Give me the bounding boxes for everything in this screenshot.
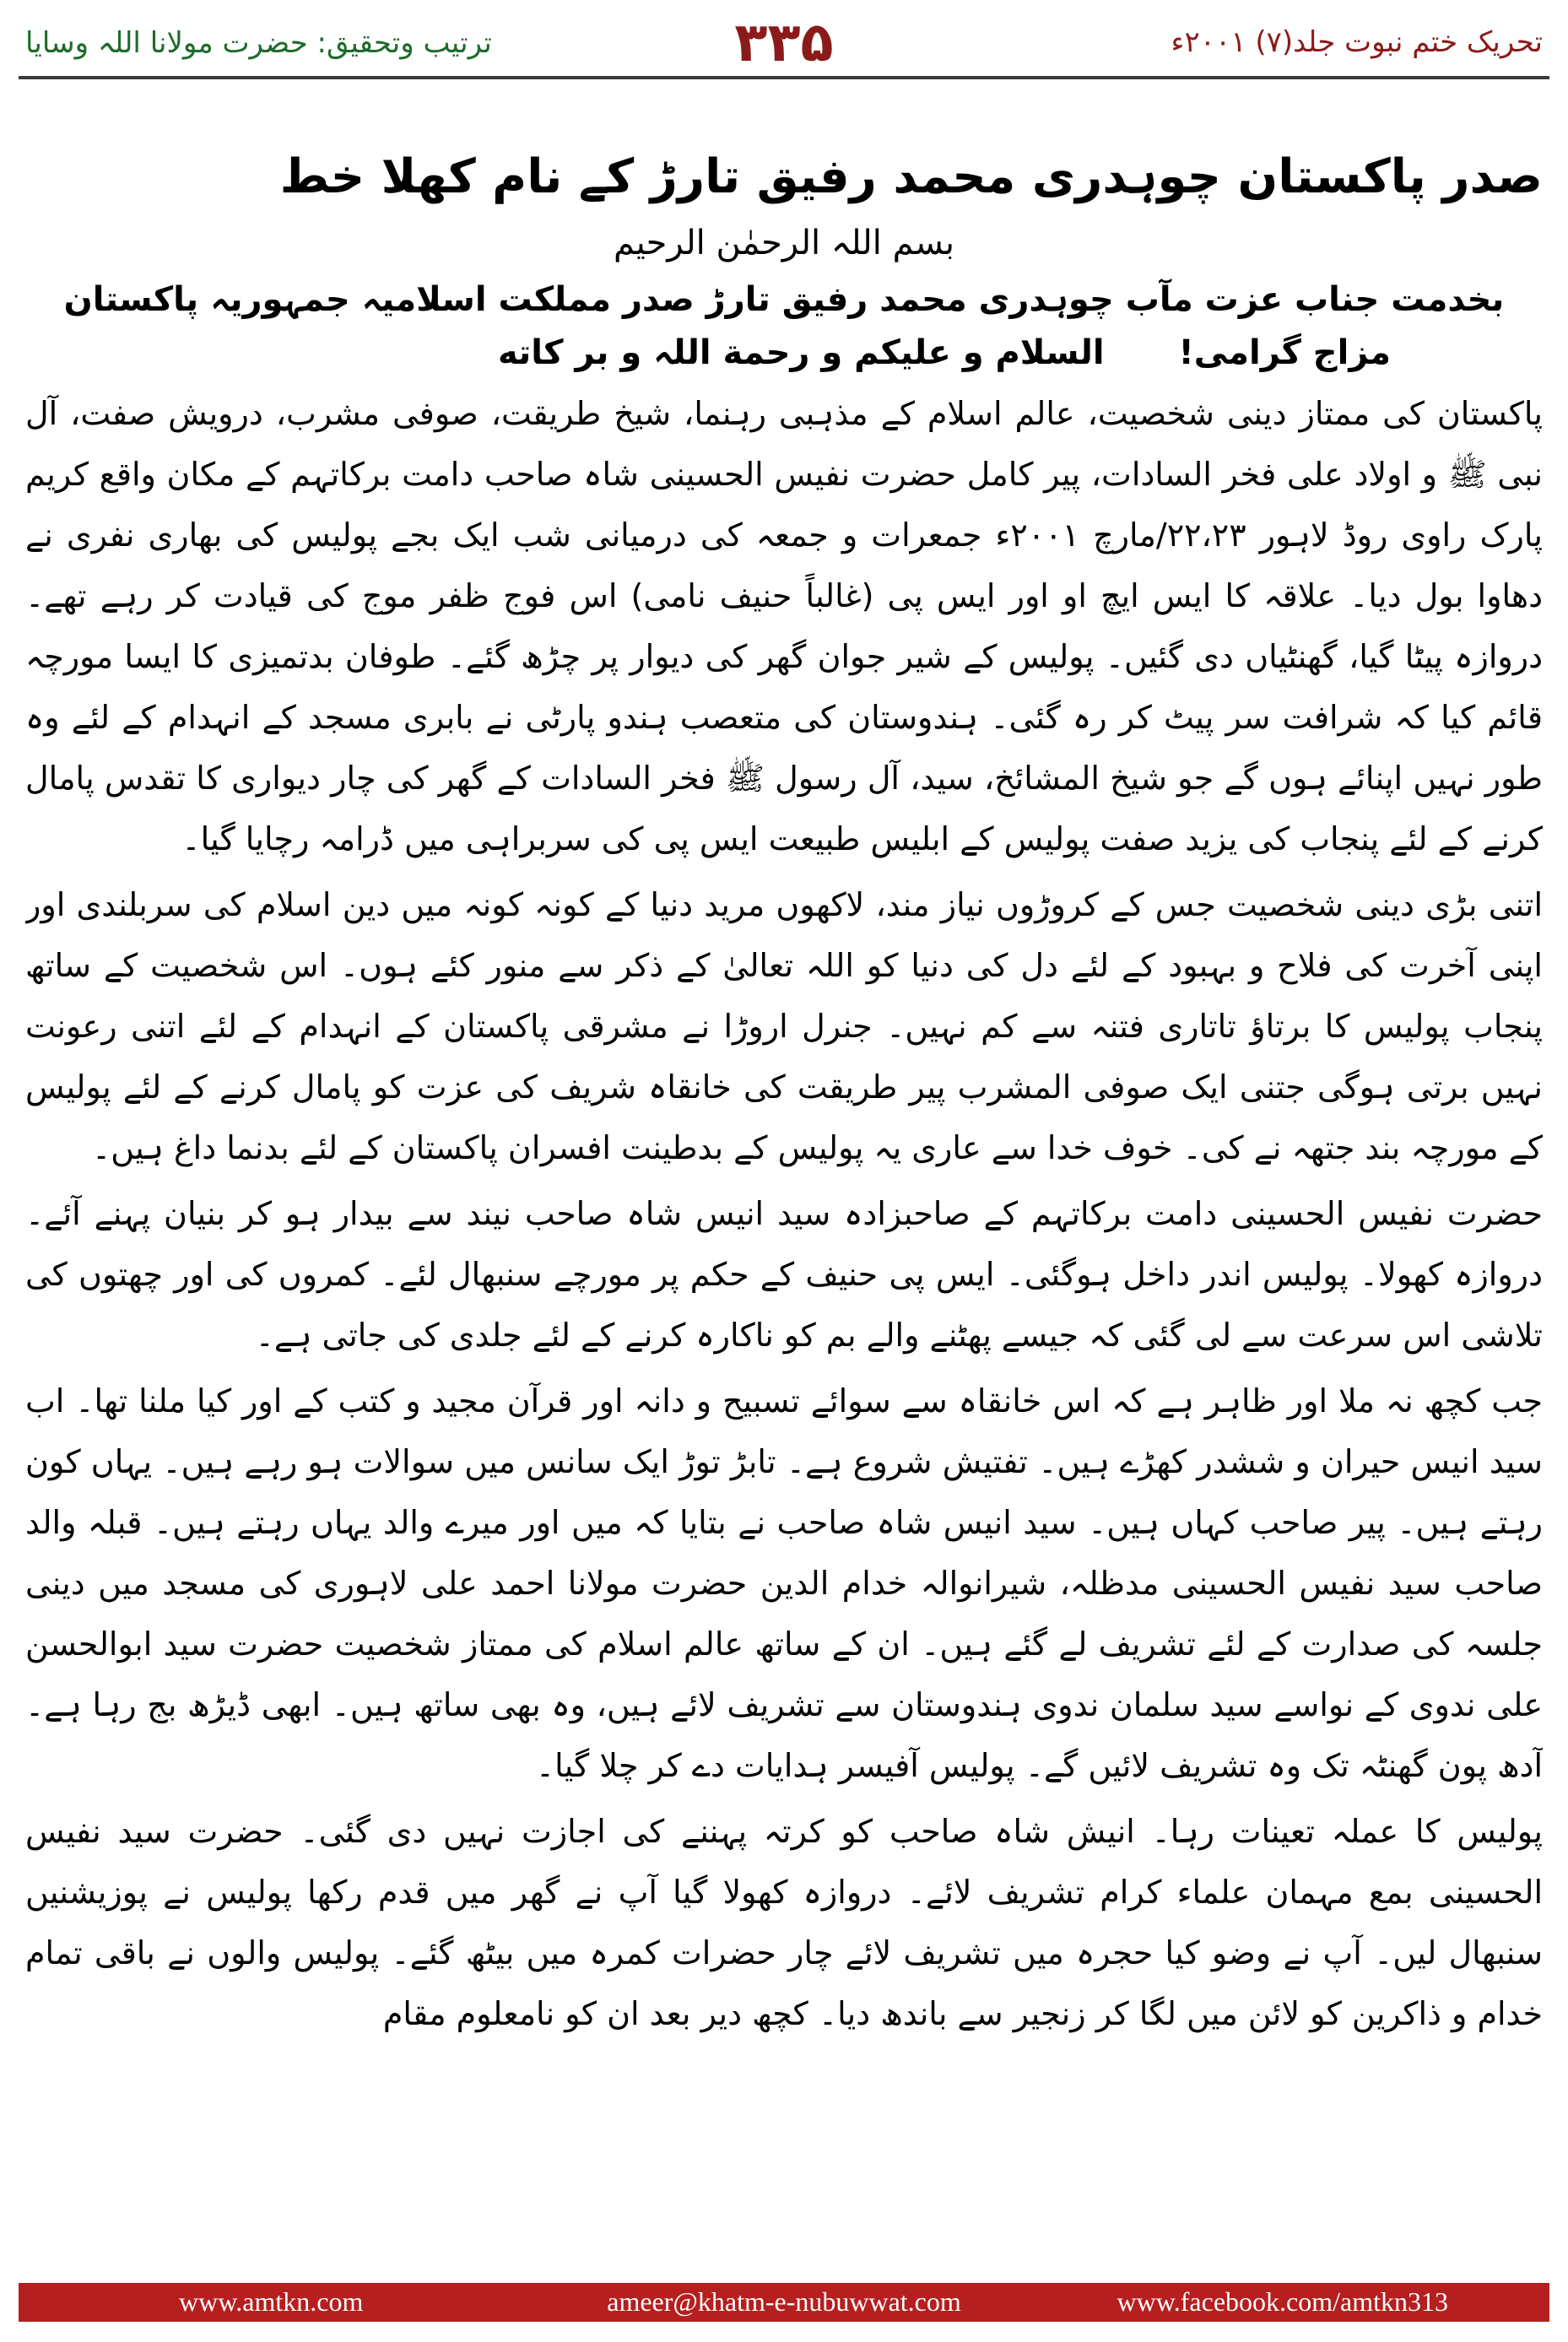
article-title: صدر پاکستان چوہدری محمد رفیق تارڑ کے نام کھلا خط — [279, 149, 1543, 204]
paragraph: جب کچھ نہ ملا اور ظاہر ہے کہ اس خانقاہ سے سوائے تسبیح و دانہ اور قرآن مجید و کتب کے اور کیا ملنا تھا۔ اب سید انیس حیران و ششدر کھڑے ہیں۔ تفتیش شروع ہے۔ تابڑ توڑ ایک سانس میں سوالات ہو رہے ہیں۔ یہاں کون رہتے ہیں۔ پیر صاحب کہاں ہیں۔ سید انیس شاہ صاحب نے بتایا کہ میں اور میرے والد یہاں رہتے ہیں۔ قبلہ والد صاحب سید نفیس الحسینی مدظلہ، شیرانوالہ خدام الدین حضرت مولانا احمد علی لاہوری کی مسجد میں دینی جلسہ کی صدارت کے لئے تشریف لے گئے ہیں۔ ان کے ساتھ عالم اسلام کی ممتاز شخصیت حضرت سید ابوالحسن علی ندوی کے نواسے سید سلمان ندوی ہندوستان سے تشریف لائے ہیں، وہ بھی ساتھ ہیں۔ ابھی ڈیڑھ بج رہا ہے۔ آدھ پون گھنٹہ تک وہ تشریف لائیں گے۔ پولیس آفیسر ہدایات دے کر چلا گیا۔ — [25, 1382, 1543, 1784]
paragraph: پاکستان کی ممتاز دینی شخصیت، عالم اسلام کے مذہبی رہنما، شیخ طریقت، صوفی مشرب، درویش صفت، آل نبی ﷺ و اولاد علی فخر السادات، پیر کامل حضرت نفیس الحسینی شاہ صاحب دامت برکاتہم کے مکان واقع کریم پارک راوی روڈ لاہور ۲۲،۲۳/مارچ ۲۰۰۱ء جمعرات و جمعہ کی درمیانی شب ایک بجے پولیس کی بھاری نفری نے دھاوا بول دیا۔ علاقہ کا ایس ایچ او اور ایس پی (غالباً حنیف نامی) اس فوج ظفر موج کی قیادت کر رہے تھے۔ دروازہ پیٹا گیا، گھنٹیاں دی گئیں۔ پولیس کے شیر جوان گھر کی دیوار پر چڑھ گئے۔ طوفان بدتمیزی کا ایسا مورچہ قائم کیا کہ شرافت سر پیٹ کر رہ گئی۔ ہندوستان کی متعصب ہندو پارٹی نے بابری مسجد کے انہدام کے لئے وہ طور نہیں اپنائے ہوں گے جو شیخ المشائخ، سید، آل رسول ﷺ فخر السادات کے گھر کی چار دیواری کا تقدس پامال کرنے کے لئے پنجاب کی یزید صفت پولیس کے ابلیس طبیعت ایس پی کی سربراہی میں ڈرامہ رچایا گیا۔ — [25, 395, 1543, 857]
footer-bar — [19, 2283, 1549, 2322]
page-number: ۳۳۵ — [734, 12, 834, 74]
header-author-credit: ترتیب وتحقیق: حضرت مولانا اللہ وسایا — [25, 26, 492, 60]
paragraph: اتنی بڑی دینی شخصیت جس کے کروڑوں نیاز مند، لاکھوں مرید دنیا کے کونہ کونہ میں دین اسلام کی سربلندی اور اپنی آخرت کی فلاح و بہبود کے لئے دل کی دنیا کو اللہ تعالیٰ کے ذکر سے منور کئے ہوں۔ اس شخصیت کے ساتھ پنجاب پولیس کا برتاؤ تاتاری فتنہ سے کم نہیں۔ جنرل اروڑا نے مشرقی پاکستان کے انہدام کے لئے اتنی رعونت نہیں برتی ہوگی جتنی ایک صوفی المشرب پیر طریقت کی خانقاہ شریف کی عزت کو پامال کرنے کے لئے پولیس کے مورچہ بند جتھہ نے کی۔ خوف خدا سے عاری یہ پولیس کے بدطینت افسران پاکستان کے لئے بدنما داغ ہیں۔ — [25, 886, 1543, 1166]
address-line: بخدمت جناب عزت مآب چوہدری محمد رفیق تارڑ صدر مملکت اسلامیہ جمہوریہ پاکستان — [63, 280, 1505, 319]
salam: السلام و علیکم و رحمة اللہ و بر کاته — [498, 333, 1105, 372]
greeting-row — [25, 326, 1543, 380]
footer-facebook-link[interactable]: www.facebook.com/amtkn313 — [1117, 2286, 1448, 2317]
footer-website-link[interactable]: www.amtkn.com — [179, 2286, 364, 2317]
header-book-title: تحریک ختم نبوت جلد(۷) ۲۰۰۱ء — [1171, 25, 1543, 59]
paragraph: پولیس کا عملہ تعینات رہا۔ انیش شاہ صاحب کو کرتہ پہننے کی اجازت نہیں دی گئی۔ حضرت سید نفیس الحسینی بمع مہمان علماء کرام تشریف لائے۔ دروازہ کھولا گیا آپ نے گھر میں قدم رکھا پولیس نے پوزیشنیں سنبھال لیں۔ آپ نے وضو کیا حجرہ میں تشریف لائے چار حضرات کمرہ میں بیٹھ گئے۔ پولیس والوں نے باقی تمام خدام و ذاکرین کو لائن میں لگا کر زنجیر سے باندھ دیا۔ کچھ دیر بعد ان کو نامعلوم مقام — [25, 1813, 1543, 2032]
salutation: مزاج گرامی! — [1178, 333, 1391, 372]
header-divider — [19, 76, 1549, 79]
bismillah: بسم اللہ الرحمٰن الرحیم — [613, 224, 955, 262]
paragraph: حضرت نفیس الحسینی دامت برکاتہم کے صاحبزادہ سید انیس شاہ صاحب نیند سے بیدار ہو کر بنیان پہنے آئے۔ دروازہ کھولا۔ پولیس اندر داخل ہوگئی۔ ایس پی حنیف کے حکم پر مورچے سنبھال لئے۔ کمروں کی اور چھتوں کی تلاشی اس سرعت سے لی گئی کہ جیسے پھٹنے والے بم کو ناکارہ کرنے کے لئے جلدی کی جاتی ہے۔ — [25, 1195, 1543, 1354]
page-footer — [0, 2283, 1568, 2342]
page-header — [0, 0, 1568, 89]
footer-email-link[interactable]: ameer@khatm-e-nubuwwat.com — [607, 2286, 961, 2317]
article-body — [25, 143, 1543, 2203]
